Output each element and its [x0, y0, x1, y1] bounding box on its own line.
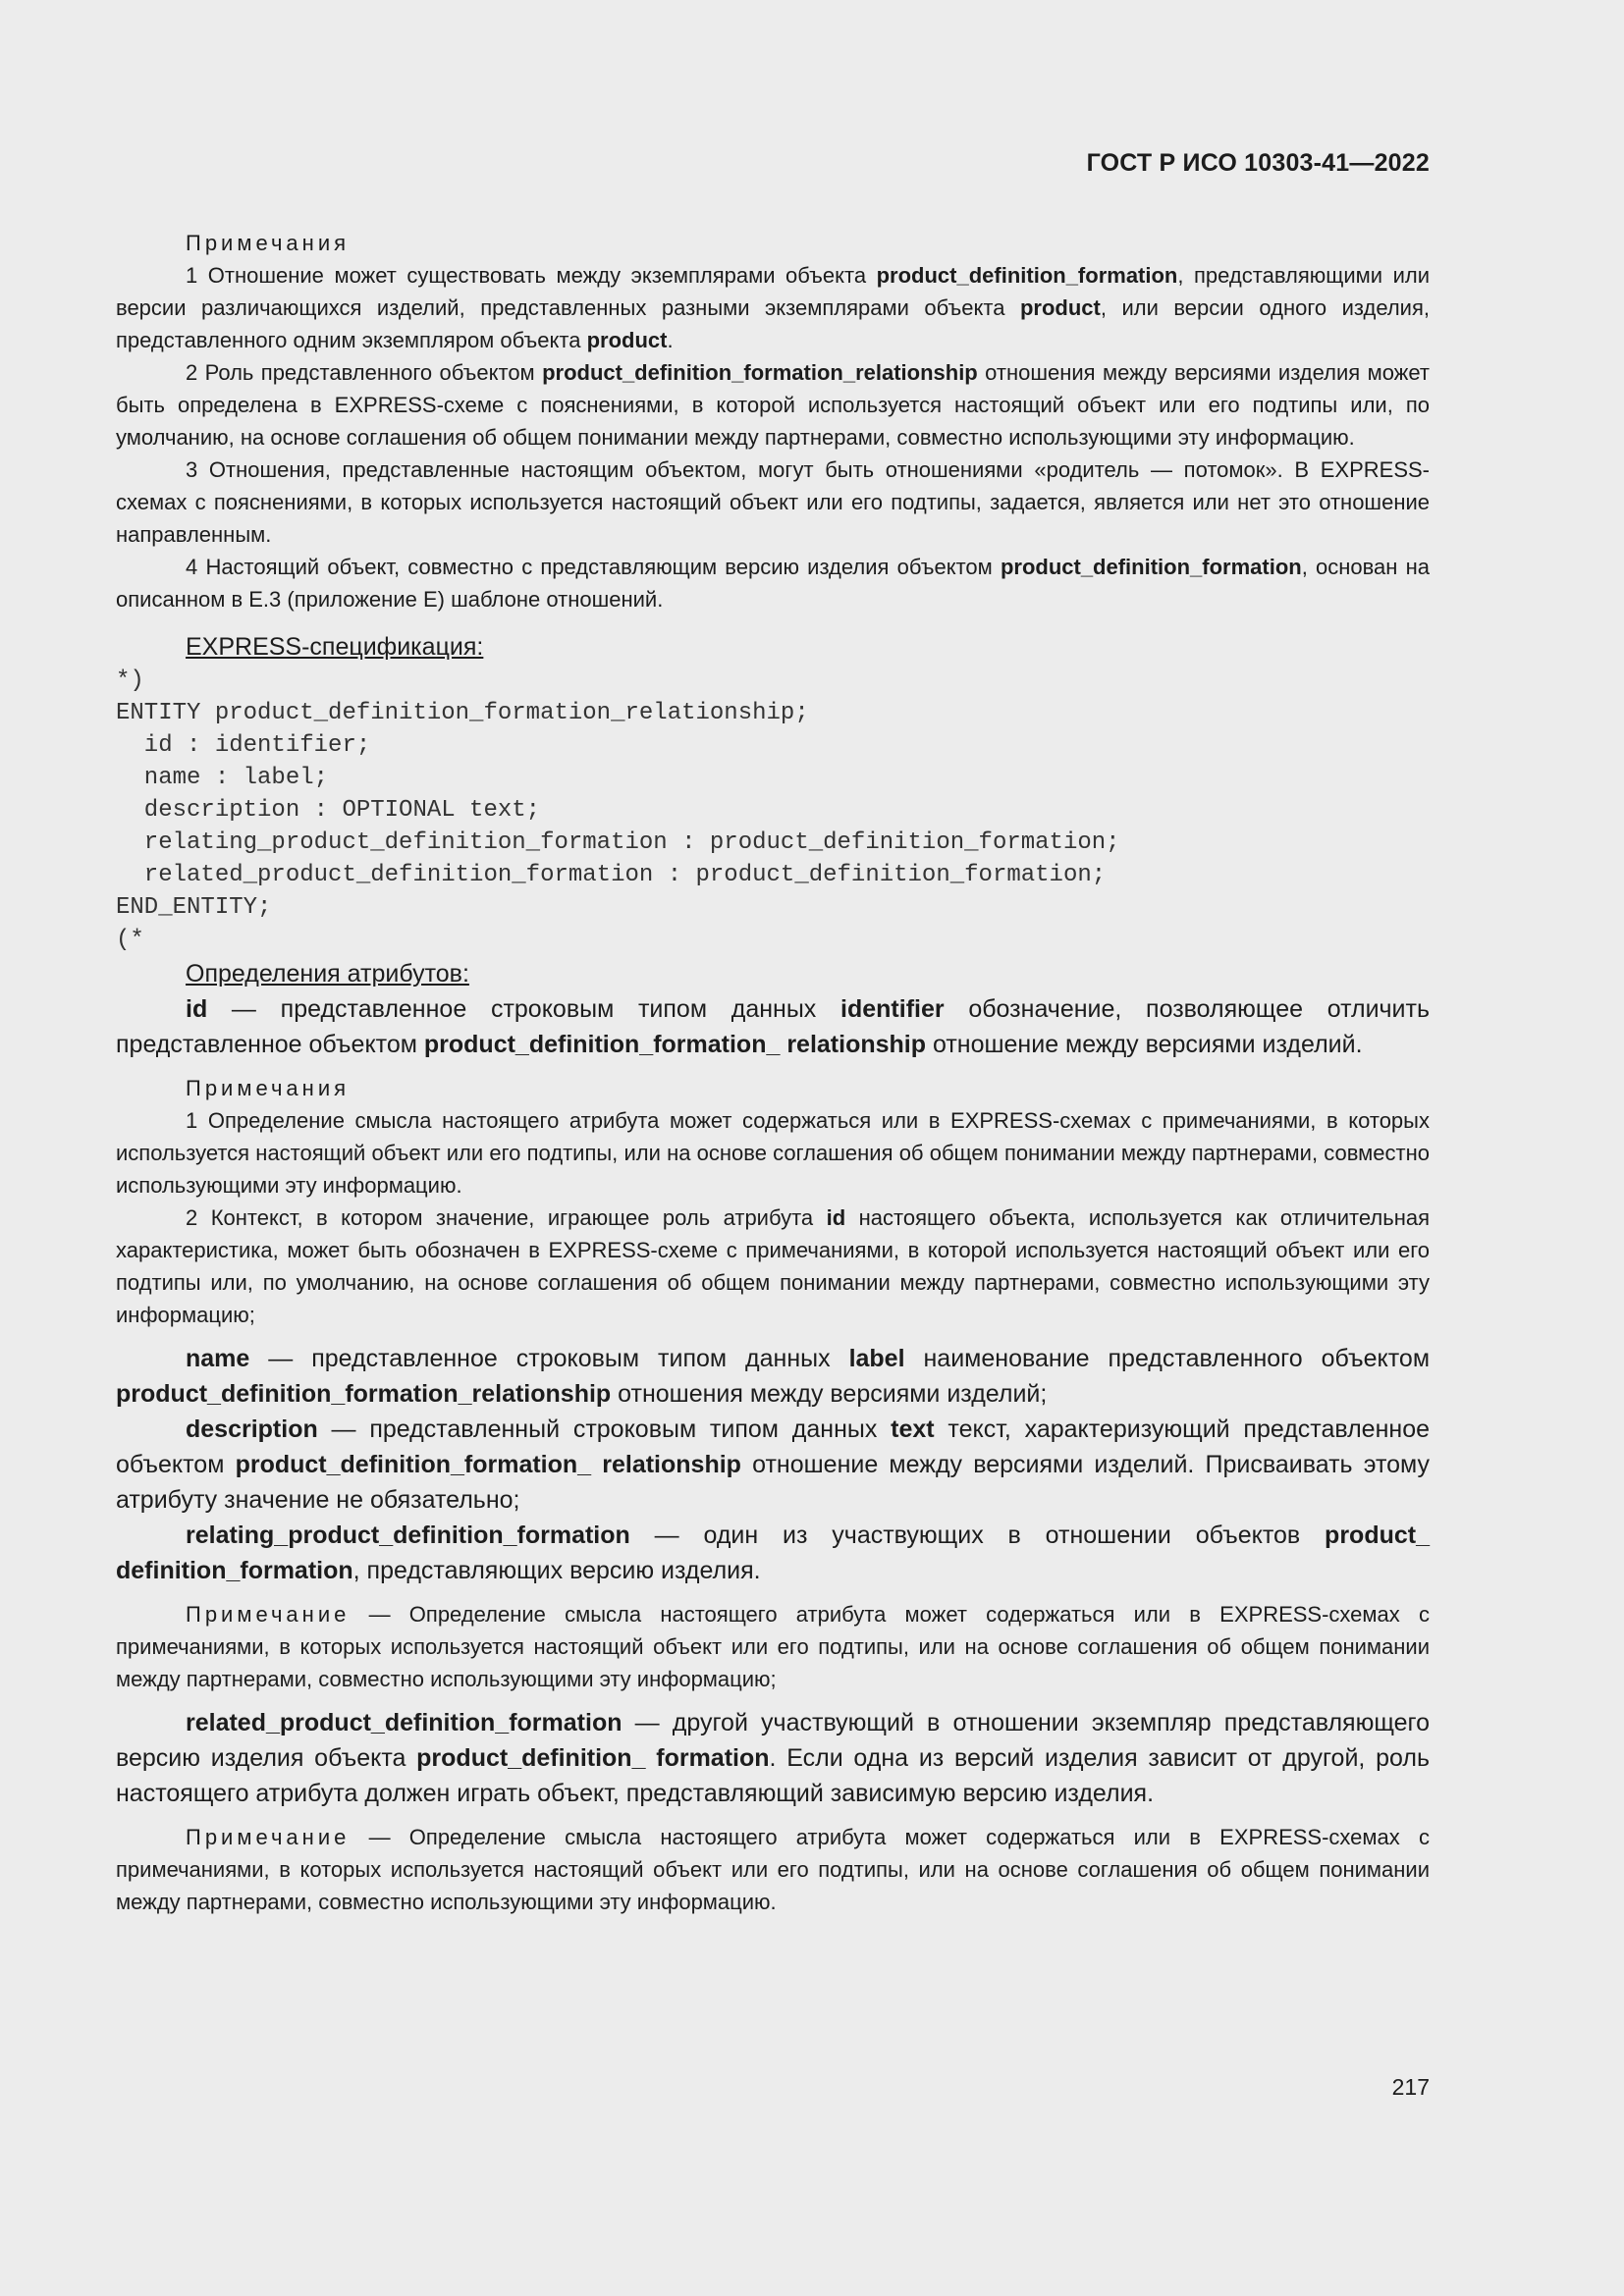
- note-item: 1 Определение смысла настоящего атрибута может содержаться или в EXPRESS-схемах с примечаниями, в которых используется настоящий объект или его подтипы, или на основе соглашения об общем понимании между партнерами, совместно использующими эту информацию.: [116, 1108, 1430, 1198]
- note-item: 4 Настоящий объект, совместно с представляющим версию изделия объектом product_definition_formation, основан на описанном в Е.3 (приложение Е) шаблоне отношений.: [116, 555, 1430, 612]
- id-definition: id — представленное строковым типом данных identifier обозначение, позволяющее отличить представленное объектом product_definition_formation_ relationship отношение между версиями изделий.: [116, 995, 1430, 1058]
- relating-note: Примечание — Определение смысла настоящего атрибута может содержаться или в EXPRESS-схемах с примечаниями, в которых используется настоящий объект или его подтипы, или на основе соглашения об общем понимании между партнерами, совместно использующими эту информацию;: [116, 1602, 1430, 1691]
- code-line: id : identifier;: [116, 732, 371, 759]
- note-item: 1 Отношение может существовать между экземплярами объекта product_definition_formation, представляющими или версии различающихся изделий, представленных разными экземплярами объекта product, или версии одного изделия, представленного одним экземпляром объекта product.: [116, 263, 1430, 352]
- attributes-heading: Определения атрибутов:: [186, 960, 469, 988]
- code-line: description : OPTIONAL text;: [116, 797, 541, 824]
- code-line: ENTITY product_definition_formation_relationship;: [116, 700, 809, 726]
- related-definition: related_product_definition_formation — другой участвующий в отношении экземпляр представляющего версию изделия объекта product_definition_ formation. Если одна из версий изделия зависит от другой, роль настоящего атрибута должен играть объект, представляющий зависимую версию изделия.: [116, 1709, 1430, 1807]
- id-notes-block: [116, 1072, 1430, 1331]
- page-content: [116, 227, 1430, 1918]
- note-item: 3 Отношения, представленные настоящим объектом, могут быть отношениями «родитель — потомок». В EXPRESS-схемах с пояснениями, в которых используется настоящий объект или его подтипы, задается, является или нет это отношение направленным.: [116, 457, 1430, 547]
- relating-definition: relating_product_definition_formation — один из участвующих в отношении объектов product_ definition_formation, представляющих версию изделия.: [116, 1522, 1430, 1584]
- related-note: Примечание — Определение смысла настоящего атрибута может содержаться или в EXPRESS-схемах с примечаниями, в которых используется настоящий объект или его подтипы, или на основе соглашения об общем понимании между партнерами, совместно использующими эту информацию.: [116, 1825, 1430, 1914]
- express-code: [116, 665, 1430, 956]
- code-line: (*: [116, 927, 144, 953]
- page-number: 217: [1391, 2074, 1430, 2100]
- note-item: 2 Роль представленного объектом product_definition_formation_relationship отношения между версиями изделия может быть определена в EXPRESS-схеме с пояснениями, в которой используется настоящий объект или его подтипы или, по умолчанию, на основе соглашения об общем понимании между партнерами, совместно использующими эту информацию.: [116, 360, 1430, 450]
- code-line: related_product_definition_formation : product_definition_formation;: [116, 862, 1107, 888]
- code-line: END_ENTITY;: [116, 894, 272, 921]
- notes-heading: Примечания: [186, 1076, 351, 1100]
- notes-heading: Примечания: [186, 231, 351, 255]
- note-item: 2 Контекст, в котором значение, играющее роль атрибута id настоящего объекта, используется как отличительная характеристика, может быть обозначен в EXPRESS-схеме с примечаниями, в которой используется настоящий объект или его подтипы или, по умолчанию, на основе соглашения об общем понимании между партнерами, совместно использующими эту информацию;: [116, 1205, 1430, 1327]
- name-definition: name — представленное строковым типом данных label наименование представленного объектом product_definition_formation_relationship отношения между версиями изделий;: [116, 1345, 1431, 1408]
- code-line: relating_product_definition_formation : product_definition_formation;: [116, 829, 1120, 856]
- code-line: name : label;: [116, 765, 329, 791]
- description-definition: description — представленный строковым типом данных text текст, характеризующий представленное объектом product_definition_formation_ relationship отношение между версиями изделий. Присваивать этому атрибуту значение не обязательно;: [116, 1415, 1430, 1514]
- standard-header: ГОСТ Р ИСО 10303-41—2022: [1086, 149, 1430, 177]
- code-line: *): [116, 667, 144, 694]
- express-heading: EXPRESS-спецификация:: [186, 633, 484, 661]
- notes-block: [116, 227, 1430, 615]
